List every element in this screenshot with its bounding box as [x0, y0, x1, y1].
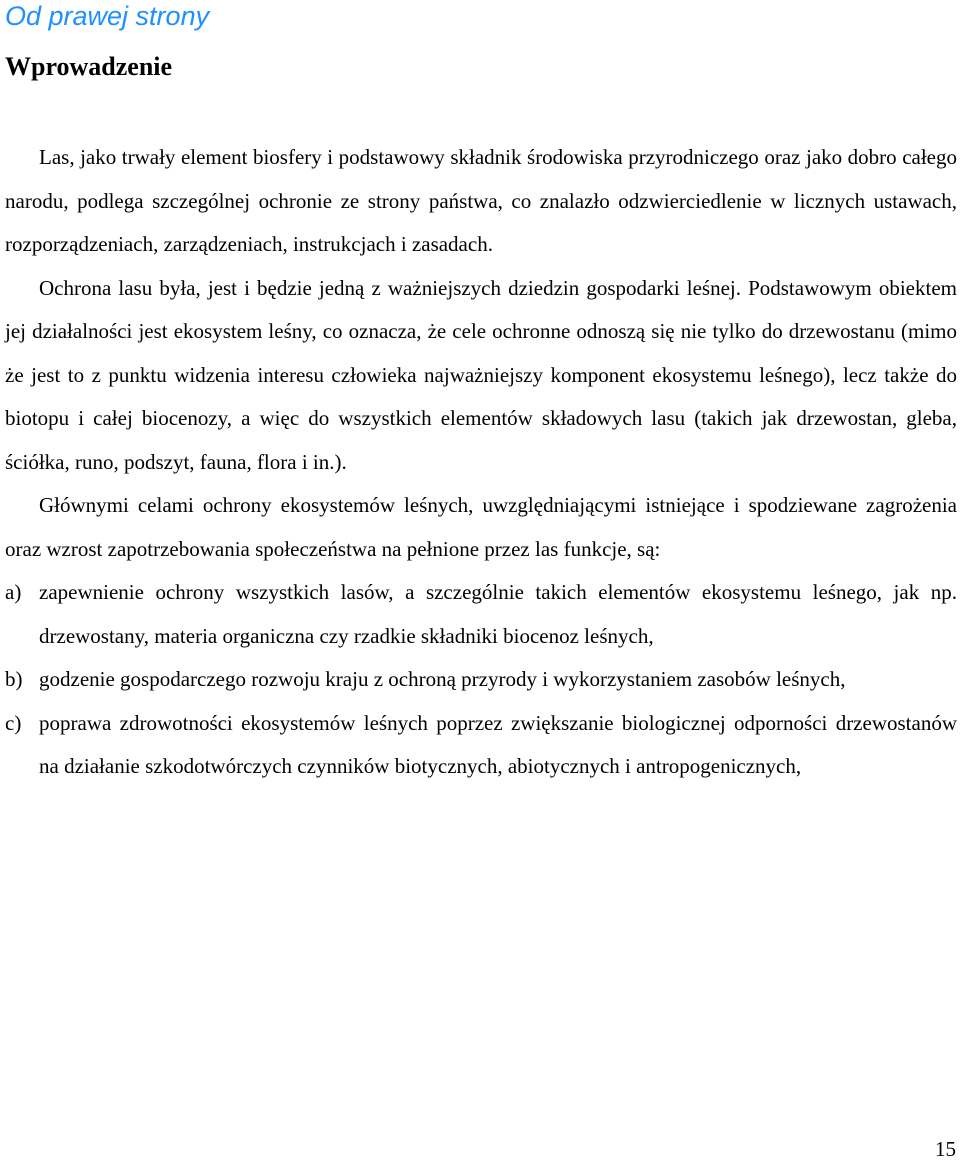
paragraph-3: Głównymi celami ochrony ekosystemów leśnych, uwzględniającymi istniejące i spodziewane zagrożenia oraz wzrost zapotrzebowania społeczeństwa na pełnione przez las funkcje, są: [5, 493, 957, 561]
list-item-a [5, 571, 957, 658]
paragraph-1: Las, jako trwały element biosfery i podstawowy składnik środowiska przyrodniczego oraz jako dobro całego narodu, podlega szczególnej ochronie ze strony państwa, co znalazło odzwierciedlenie w licznych ustawach, rozporządzeniach, zarządzeniach, instrukcjach i zasadach. [5, 145, 957, 256]
goals-list [5, 571, 957, 789]
chapter-title: Od prawej strony [5, 1, 210, 31]
list-item-text: godzenie gospodarczego rozwoju kraju z ochroną przyrody i wykorzystaniem zasobów leśnych, [39, 667, 846, 691]
page-number: 15 [935, 1137, 956, 1161]
list-item-text: poprawa zdrowotności ekosystemów leśnych poprzez zwiększanie biologicznej odporności drzewostanów na działanie szkodotwórczych czynników biotycznych, abiotycznych i antropogenicznych, [39, 710, 957, 778]
list-marker: b) [5, 667, 23, 691]
body-text [5, 136, 957, 789]
section-title: Wprowadzenie [5, 52, 173, 81]
list-item-text: zapewnienie ochrony wszystkich lasów, a szczególnie takich elementów ekosystemu leśnego, jak np. drzewostany, materia organiczna czy rzadkie składniki biocenoz leśnych, [39, 580, 957, 648]
list-marker: a) [5, 580, 22, 604]
list-item-b [5, 658, 957, 702]
paragraph-2: Ochrona lasu była, jest i będzie jedną z ważniejszych dziedzin gospodarki leśnej. Podstawowym obiektem jej działalności jest ekosystem leśny, co oznacza, że cele ochronne odnoszą się nie tylko do drzewostanu (mimo że jest to z punktu widzenia interesu człowieka najważniejszy komponent ekosystemu leśnego), lecz także do biotopu i całej biocenozy, a więc do wszystkich elementów składowych lasu (takich jak drzewostan, gleba, ściółka, runo, podszyt, fauna, flora i in.). [5, 275, 957, 474]
list-marker: c) [5, 710, 22, 735]
list-item-c [5, 702, 957, 789]
